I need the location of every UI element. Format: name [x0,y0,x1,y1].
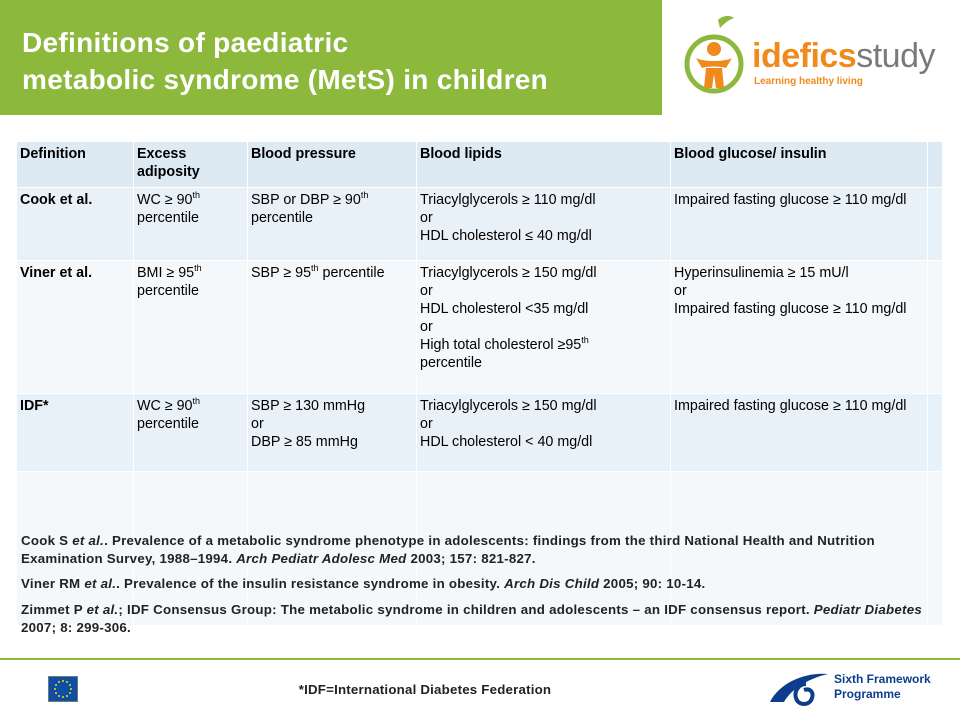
table-row [17,261,943,394]
reference-item: Zimmet P et al.; IDF Consensus Group: The metabolic syndrome in children and adolescents – an IDF consensus report. Pediatr Diabetes 2007; 8: 299-306. [21,602,922,635]
cell-blood-lipids: Triacylglycerols ≥ 110 mg/dl or HDL cholesterol ≤ 40 mg/dl [417,188,671,261]
title-line-1: Definitions of paediatric [22,27,349,58]
cell-definition: IDF* [17,394,134,472]
header-excess-adiposity: Excess adiposity [134,142,248,188]
cell-blood-glucose: Impaired fasting glucose ≥ 110 mg/dl [671,394,928,472]
cell-spacer [928,188,943,261]
logo-wordmark: ideficsstudy [752,37,935,75]
header-blood-glucose: Blood glucose/ insulin [671,142,928,188]
title-line-2: metabolic syndrome (MetS) in children [22,64,549,95]
cell-blood-glucose: Hyperinsulinemia ≥ 15 mU/l or Impaired fasting glucose ≥ 110 mg/dl [671,261,928,394]
reference-item: Viner RM et al.. Prevalence of the insulin resistance syndrome in obesity. Arch Dis Child 2005; 90: 10-14. [21,576,706,591]
cell-adiposity: WC ≥ 90th percentile [134,188,248,261]
fp6-swoosh-icon [766,668,832,710]
cell-spacer [928,394,943,472]
cell-blood-pressure: SBP or DBP ≥ 90th percentile [248,188,417,261]
idf-footnote: *IDF=International Diabetes Federation [298,682,552,697]
sixth-framework-logo [766,668,946,710]
reference-item: Cook S et al.. Prevalence of a metabolic syndrome phenotype in adolescents: findings from the third National Health and Nutrition Examination Survey, 1988–1994. Arch Pediatr Adolesc Med 2003; 157: 821-827. [21,533,875,566]
cell-adiposity: BMI ≥ 95th percentile [134,261,248,394]
header-blood-pressure: Blood pressure [248,142,417,188]
header-spacer [928,142,943,188]
fp-label: Sixth Framework Programme [834,672,931,701]
slide-title [22,24,652,98]
logo-tagline: Learning healthy living [754,76,863,87]
header-blood-lipids: Blood lipids [417,142,671,188]
cell-blood-lipids: Triacylglycerols ≥ 150 mg/dl or HDL cholesterol < 40 mg/dl [417,394,671,472]
slide-header [0,0,960,115]
table-row [17,394,943,472]
cell-definition: Viner et al. [17,261,134,394]
cell-adiposity: WC ≥ 90th percentile [134,394,248,472]
header-definition: Definition [17,142,134,188]
cell-definition: Cook et al. [17,188,134,261]
cell-blood-glucose: Impaired fasting glucose ≥ 110 mg/dl [671,188,928,261]
idefics-logo [682,14,942,104]
footer-divider [0,658,960,660]
apple-person-icon [682,14,746,100]
cell-blood-pressure: SBP ≥ 130 mmHg or DBP ≥ 85 mmHg [248,394,417,472]
references-list [16,530,942,643]
cell-spacer [928,261,943,394]
cell-blood-lipids: Triacylglycerols ≥ 150 mg/dl or HDL cholesterol <35 mg/dl or High total cholesterol ≥95th percentile [417,261,671,394]
cell-blood-pressure: SBP ≥ 95th percentile [248,261,417,394]
table-header-row [17,142,943,188]
table-row [17,188,943,261]
